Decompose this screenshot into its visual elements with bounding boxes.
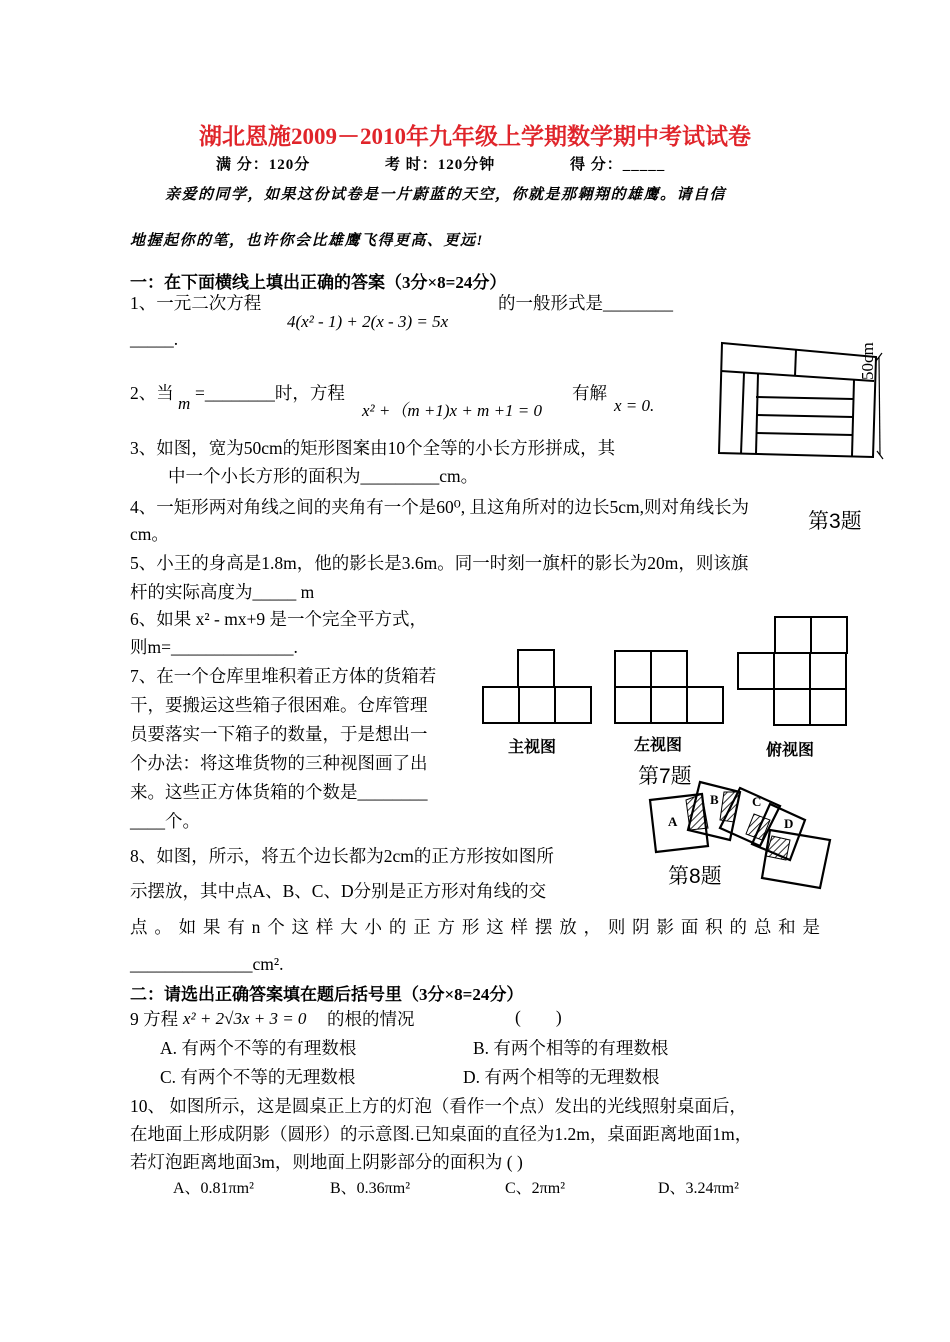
q10-option-b: B、0.36πm² (330, 1180, 410, 1197)
slogan-line-2: 地握起你的笔，也许你会比雄鹰飞得更高、更远! (130, 233, 484, 249)
q7-line-4: 个办法：将这堆货物的三种视图画了出 (130, 753, 428, 773)
slogan-line-1: 亲爱的同学，如果这份试卷是一片蔚蓝的天空，你就是那翱翔的雄鹰。请自信 (165, 187, 727, 203)
fig7-top-view-label: 俯视图 (766, 742, 815, 759)
q1-continuation: _____. (130, 329, 179, 349)
q8-line-4: ______________cm². (130, 954, 284, 974)
q1-prefix: 1、一元二次方程 (130, 293, 262, 313)
q10-option-d: D、3.24πm² (658, 1180, 739, 1197)
q6-line-2: 则m=______________. (130, 637, 298, 657)
page-title: 湖北恩施2009－2010年九年级上学期数学期中考试试卷 (199, 124, 751, 149)
fig8-point-b: B (710, 792, 719, 807)
q3-line-1: 3、如图，宽为50cm的矩形图案由10个全等的小长方形拼成，其 (130, 438, 616, 458)
q8-line-2: 示摆放，其中点A、B、C、D分别是正方形对角线的交 (130, 881, 547, 901)
exam-time: 考 时：120分钟 (385, 157, 496, 173)
q6-line-1: 6、如果 x² - mx+9 是一个完全平方式， (130, 609, 428, 629)
q9-option-b: B. 有两个相等的有理数根 (473, 1038, 669, 1058)
fig8-caption: 第8题 (668, 865, 722, 888)
q1-equation: 4(x² - 1) + 2(x - 3) = 5x (287, 312, 449, 331)
q7-line-5: 来。这些正方体货箱的个数是________ (130, 782, 428, 802)
q7-line-1: 7、在一个仓库里堆积着正方体的货箱若 (130, 666, 437, 686)
fig7-front-view-label: 主视图 (508, 739, 557, 756)
q2-answer: x = 0. (614, 396, 655, 415)
q5-line-1: 5、小王的身高是1.8m，他的影长是3.6m。同一时刻一旗杆的影长为20m，则该旗 (130, 553, 749, 573)
q8-line-1: 8、如图，所示，将五个边长都为2cm的正方形按如图所 (130, 846, 554, 866)
section2-heading: 二：请选出正确答案填在题后括号里（3分×8=24分） (130, 985, 524, 1004)
q7-line-3: 员要落实一下箱子的数量，于是想出一 (130, 724, 428, 744)
q9-option-a: A. 有两个不等的有理数根 (160, 1038, 357, 1058)
q9-prefix: 9 方程 (130, 1009, 179, 1029)
fig8-point-a: A (668, 814, 678, 829)
score-total: 满 分：120分 (216, 157, 311, 173)
q10-option-a: A、0.81πm² (173, 1180, 254, 1197)
q2-prefix: 2、当 (130, 383, 174, 403)
q4-line-2: cm。 (130, 524, 169, 544)
fig3-caption: 第3题 (808, 510, 862, 533)
q8-line-3: 点。如果有n个这样大小的正方形这样摆放，则阴影面积的总和是 (130, 917, 820, 937)
q10-option-c: C、2πm² (505, 1180, 565, 1197)
q7-line-6: ____个。 (130, 811, 200, 831)
fig7-caption: 第7题 (638, 765, 692, 788)
q9-equation: x² + 2√3x + 3 = 0 (183, 1009, 307, 1028)
q9-suffix: 的根的情况 (327, 1009, 415, 1029)
q4-line-1: 4、一矩形两对角线之间的夹角有一个是60⁰, 且这角所对的边长5cm,则对角线长为 (130, 497, 750, 517)
q1-suffix: 的一般形式是________ (498, 293, 673, 313)
q10-line-2: 在地面上形成阴影（圆形）的示意图.已知桌面的直径为1.2m，桌面距离地面1m， (130, 1124, 753, 1144)
fig8-point-d: D (784, 816, 794, 831)
q9-option-d: D. 有两个相等的无理数根 (463, 1067, 660, 1087)
section1-heading: 一：在下面横线上填出正确的答案（3分×8=24分） (130, 273, 507, 292)
fig3-dimension-label: 50cm (858, 342, 877, 380)
score-got: 得 分：_____ (570, 157, 666, 173)
q2-var-m: m (178, 394, 191, 413)
fig7-left-view-label: 左视图 (634, 737, 683, 754)
q2-blank: =________时，方程 (195, 383, 345, 403)
q2-equation: x² +（m +1)x + m +1 = 0 (362, 401, 543, 420)
q2-mid: 有解 (572, 383, 607, 403)
q10-line-3: 若灯泡距离地面3m，则地面上阴影部分的面积为 ( ) (130, 1152, 523, 1172)
q10-line-1: 10、 如图所示，这是圆桌正上方的灯泡（看作一个点）发出的光线照射桌面后， (130, 1096, 747, 1116)
q5-line-2: 杆的实际高度为_____ m (130, 582, 315, 602)
fig8-point-c: C (752, 794, 762, 809)
q7-line-2: 干，要搬运这些箱子很困难。仓库管理 (130, 695, 428, 715)
fig7-views (480, 612, 860, 732)
q9-answer-bracket: ( ) (515, 1007, 562, 1027)
q9-option-c: C. 有两个不等的无理数根 (160, 1067, 356, 1087)
q3-line-2: 中一个小长方形的面积为_________cm。 (168, 466, 479, 486)
